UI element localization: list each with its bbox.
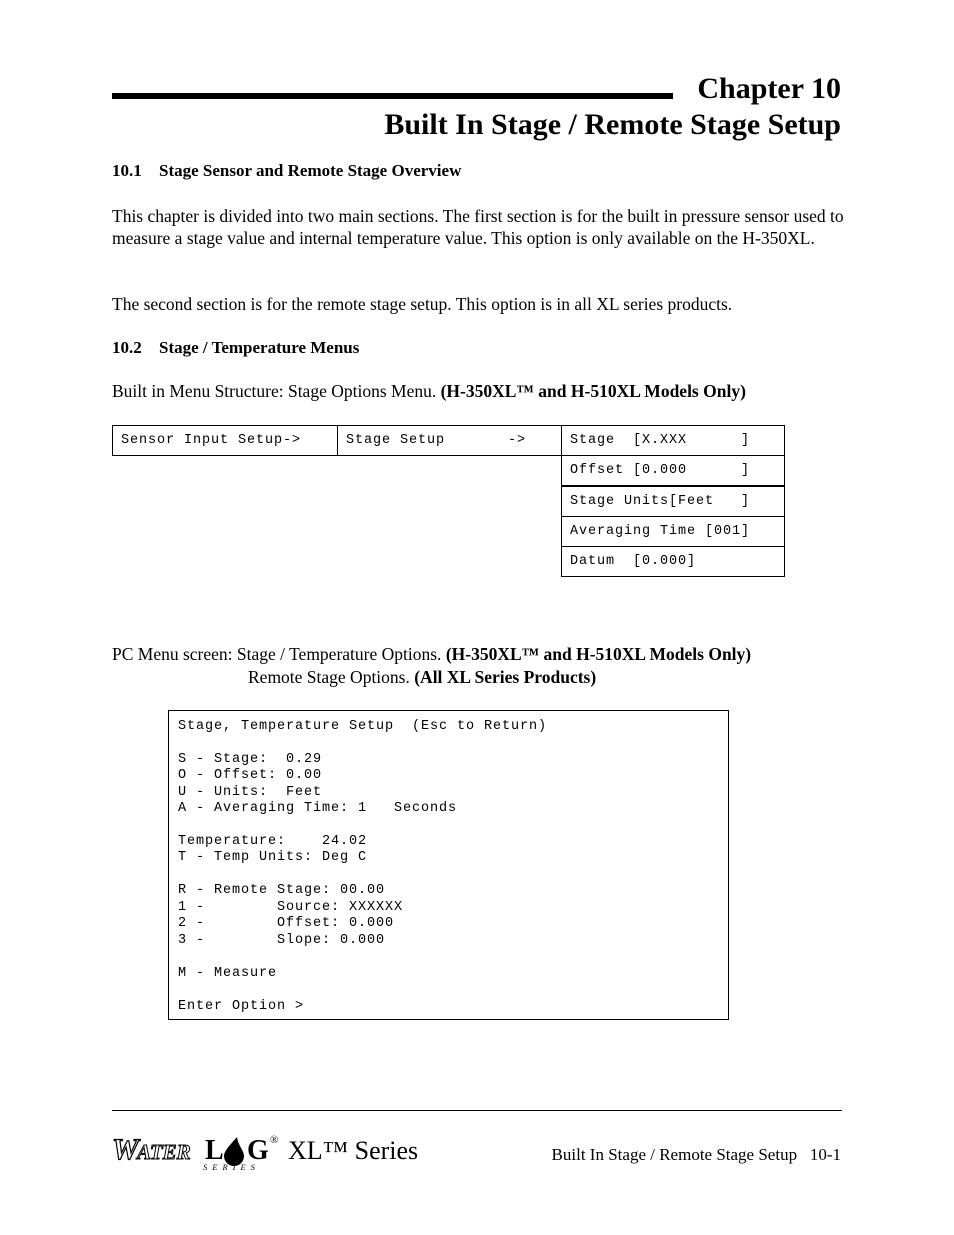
pc-menu-measure: M - Measure [178,966,278,981]
menu-datum: Datum [0.000] [561,546,785,577]
pc-menu-units: U - Units: Feet [178,785,323,800]
xl-series-label: XL™ Series [288,1136,419,1165]
pc-menu-temperature: Temperature: 24.02 [178,834,368,849]
section-number: 10.1 [112,161,142,180]
svg-text:L: L [205,1135,224,1166]
menu-intro-text: Built in Menu Structure: Stage Options Menu. [112,381,441,401]
waterlog-logo-graphic [112,1127,282,1173]
pc-menu-slope: 3 - Slope: 0.000 [178,933,386,948]
pc-menu-intro-text: PC Menu screen: Stage / Temperature Options. [112,644,446,664]
footer-rule [112,1110,842,1111]
menu-intro-models: (H-350XL™ and H-510XL Models Only) [440,381,746,401]
section-heading-10-1 [112,161,461,181]
overview-paragraph-2: The second section is for the remote stage setup. This option is in all XL series products. [112,294,733,314]
remote-stage-intro [248,667,596,688]
svg-text:W: W [112,1133,139,1166]
menu-structure-intro [112,381,746,402]
pc-menu-prompt: Enter Option > [178,999,305,1014]
pc-menu-averaging-time: A - Averaging Time: 1 Seconds [178,801,458,816]
pc-menu-title: Stage, Temperature Setup (Esc to Return) [178,719,548,734]
pc-menu-offset: O - Offset: 0.00 [178,768,323,783]
pc-menu-intro [112,644,751,665]
menu-stage-value: Stage [X.XXX ] [561,425,785,456]
pc-menu-source: 1 - Source: XXXXXX [178,900,404,915]
svg-text:®: ® [270,1134,279,1146]
pc-menu-temp-units: T - Temp Units: Deg C [178,850,368,865]
pc-menu-intro-models: (H-350XL™ and H-510XL Models Only) [445,644,752,664]
menu-sensor-input-setup: Sensor Input Setup-> [112,425,338,456]
remote-stage-intro-text: Remote Stage Options. [248,667,415,687]
section-title: Stage / Temperature Menus [159,338,360,357]
svg-text:G: G [247,1135,269,1166]
section-number: 10.2 [112,338,142,357]
pc-menu-screen [168,710,729,1020]
chapter-title: Built In Stage / Remote Stage Setup [384,108,841,141]
header-rule [112,93,673,99]
menu-stage-setup: Stage Setup -> [337,425,562,456]
section-heading-10-2 [112,338,359,358]
menu-averaging-time: Averaging Time [001] [561,516,785,547]
pc-menu-remote-offset: 2 - Offset: 0.000 [178,916,395,931]
pc-menu-stage: S - Stage: 0.29 [178,752,323,767]
section-title: Stage Sensor and Remote Stage Overview [159,161,462,180]
svg-text:ATER: ATER [137,1140,191,1164]
pc-menu-remote-stage: R - Remote Stage: 00.00 [178,883,386,898]
svg-text:SERIES: SERIES [203,1162,260,1172]
overview-paragraph-1: This chapter is divided into two main sections. The first section is for the built in pressure sensor used to measure a stage value and internal temperature value. This option is only available on the H-350XL. [112,206,844,248]
remote-stage-intro-models: (All XL Series Products) [414,667,597,687]
chapter-number: Chapter 10 [697,72,841,105]
waterlog-logo [112,1127,282,1173]
menu-offset: Offset [0.000 ] [561,455,785,486]
menu-stage-units: Stage Units[Feet ] [561,486,785,517]
page-footer-label: Built In Stage / Remote Stage Setup 10-1 [551,1145,841,1164]
